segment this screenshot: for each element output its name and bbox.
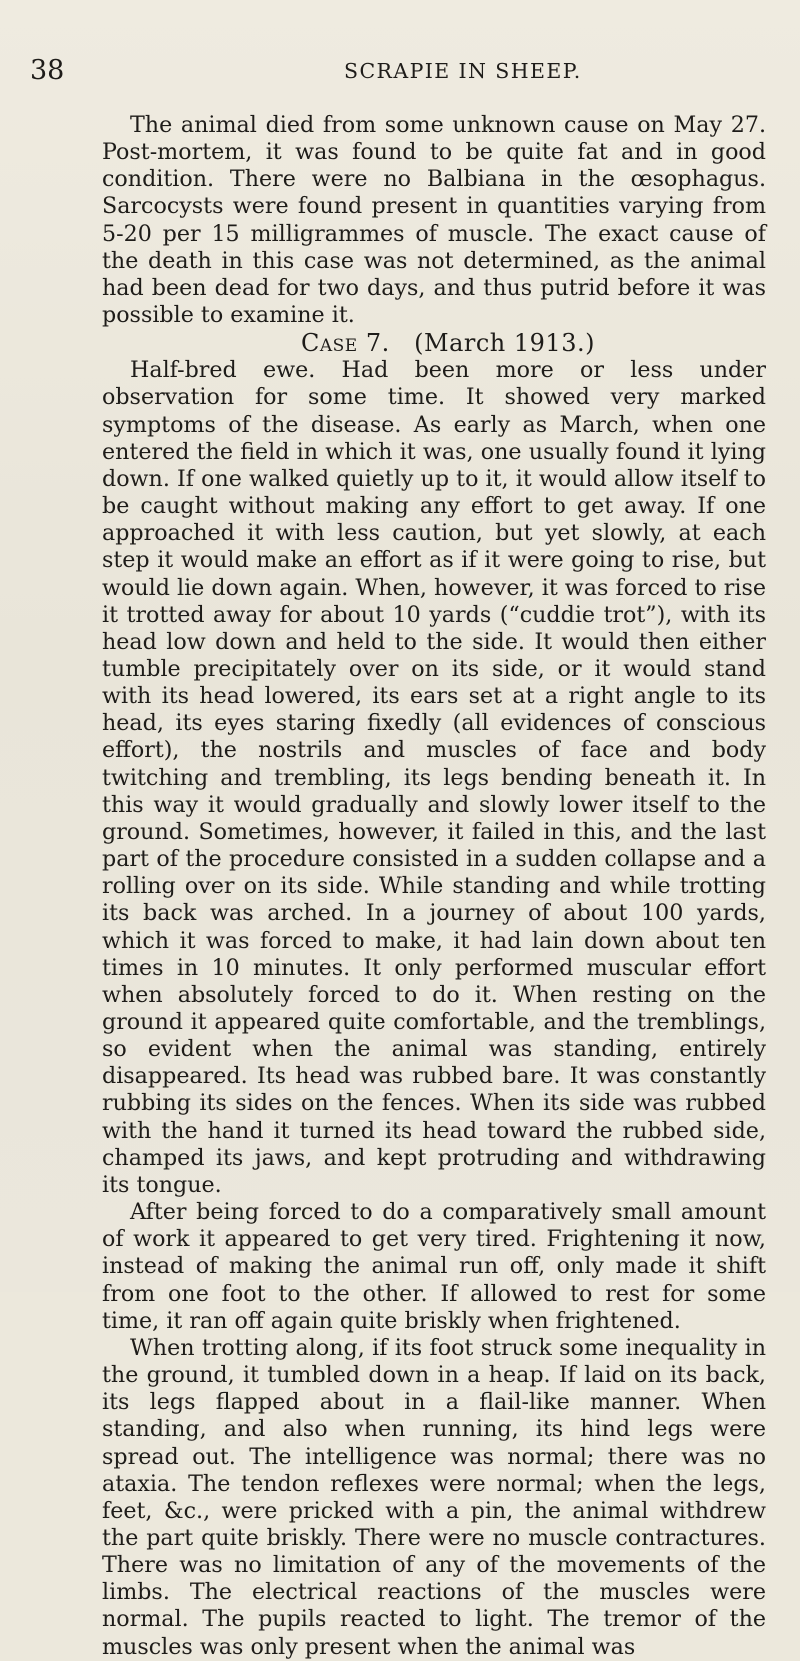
paragraph-gait: When trotting along, if its foot struck some inequality in the ground, it tumbled down in a heap. If laid on its back, its legs flapped about in a flail-like manner. When standing, and also when running, its hind legs were spread out. The intelligence was normal; there was no ataxia. The tendon reflexes were normal; when the legs, feet, &c., were pricked with a pin, the animal withdrew the part quite briskly. There were no muscle contractures. There was no limitation of any of the movements of the limbs. The electrical reactions of the muscles were normal. The pupils reacted to light. The tremor of the muscles was only present when the animal was xyxy=(102,1334,766,1660)
case-date: (March 1913.) xyxy=(414,329,595,358)
paragraph-fatigue: After being forced to do a comparatively small amount of work it appeared to get very tired. Frightening it now, instead of making the animal run off, only made it shift from one foot to the other. If allowed to rest for some time, it ran off again quite briskly when frightened. xyxy=(102,1199,766,1334)
running-head xyxy=(30,54,790,88)
case-heading xyxy=(102,329,766,357)
body-text xyxy=(102,112,766,1661)
paragraph-case-description: Half-bred ewe. Had been more or less under observation for some time. It showed very marked symptoms of the disease. As early as March, when one entered the field in which it was, one usually found it lying down. If one walked quietly up to it, it would allow itself to be caught without making any effort to get away. If one approached it with less caution, but yet slowly, at each step it would make an effort as if it were going to rise, but would lie down again. When, however, it was forced to rise it trotted away for about 10 yards (“cuddie trot”), with its head low down and held to the side. It would then either tumble precipitately over on its side, or it would stand with its head lowered, its ears set at a right angle to its head, its eyes staring fixedly (all evidences of conscious effort), the nostrils and muscles of face and body twitching and trembling, its legs bending beneath it. In this way it would gradually and slowly lower itself to the ground. Sometimes, however, it failed in this, and the last part of the procedure consisted in a sudden collapse and a rolling over on its side. While standing and while trotting its back was arched. In a journey of about 100 yards, which it was forced to make, it had lain down about ten times in 10 minutes. It only performed muscular effort when absolutely forced to do it. When resting on the ground it appeared quite comfortable, and the tremblings, so evident when the animal was standing, entirely disappeared. Its head was rubbed bare. It was constantly rubbing its sides on the fences. When its side was rubbed with the hand it turned its head toward the rubbed side, champed its jaws, and kept protruding and withdrawing its tongue. xyxy=(102,357,766,1198)
page-number: 38 xyxy=(30,55,65,86)
case-label: Case 7. xyxy=(301,329,390,358)
paragraph-post-mortem: The animal died from some unknown cause on May 27. Post-mortem, it was found to be quite fat and in good condition. There were no Balbiana in the œsophagus. Sarcocysts were found present in quantities varying from 5-20 per 15 milligrammes of muscle. The exact cause of the death in this case was not determined, as the animal had been dead for two days, and thus putrid before it was possible to examine it. xyxy=(102,112,766,329)
running-title: SCRAPIE IN SHEEP. xyxy=(344,59,582,83)
